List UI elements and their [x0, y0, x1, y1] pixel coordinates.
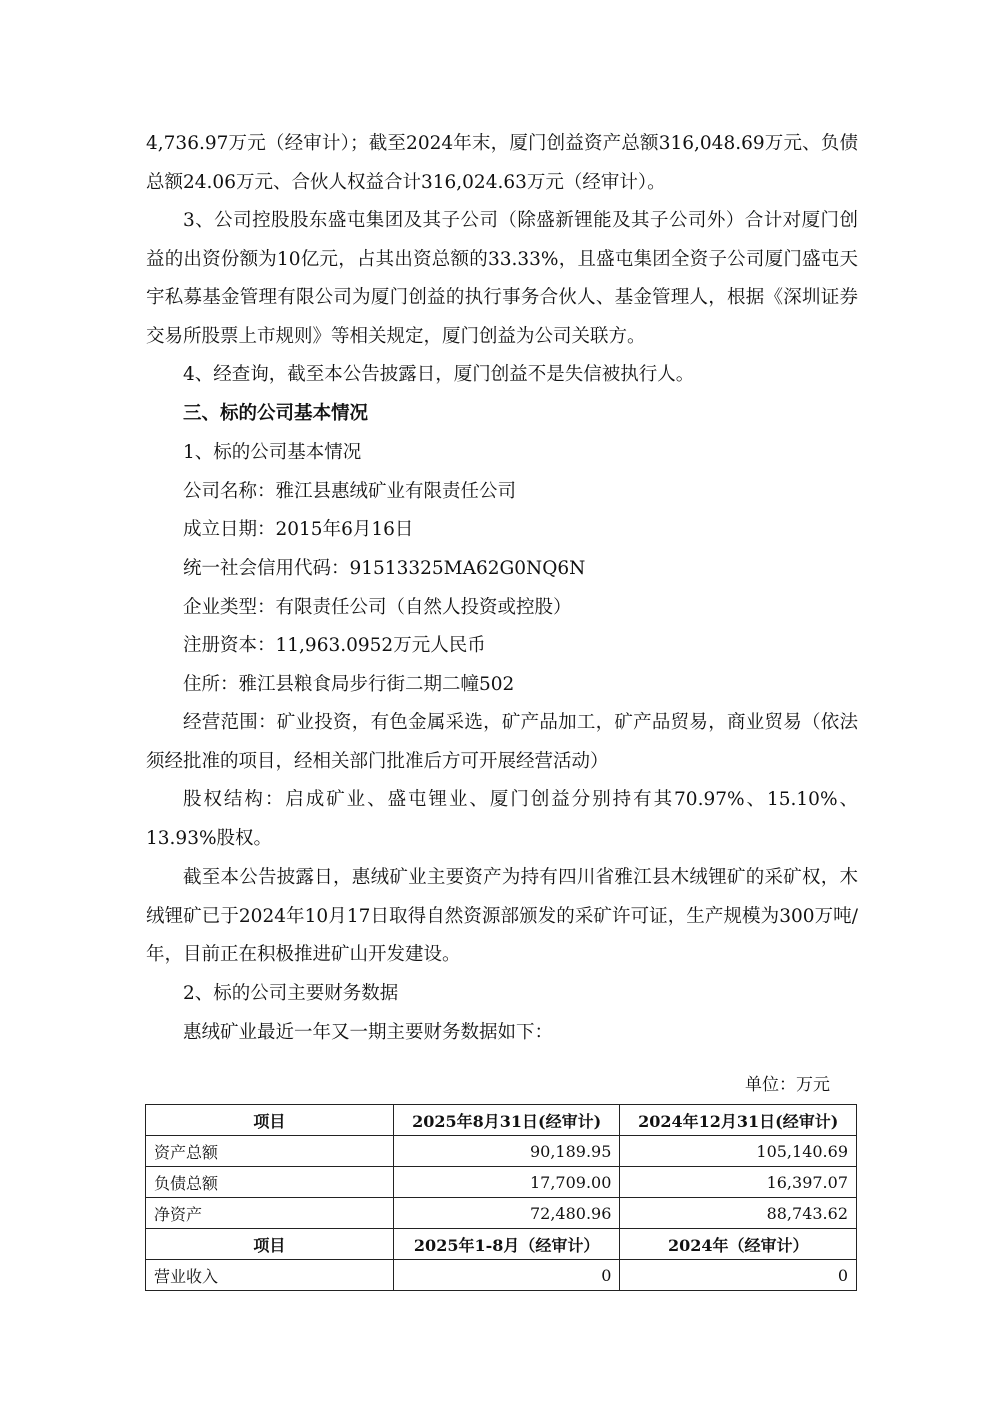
registered-capital: 注册资本：11,963.0952万元人民币	[183, 635, 486, 656]
header-2024: 2024年（经审计）	[620, 1229, 857, 1260]
cell-value: 90,189.95	[393, 1136, 620, 1167]
table-header-row	[146, 1105, 857, 1136]
header-2024-12-31: 2024年12月31日(经审计)	[620, 1105, 857, 1136]
cell-value: 72,480.96	[393, 1198, 620, 1229]
established-date: 成立日期：2015年6月16日	[183, 519, 414, 540]
enterprise-type: 企业类型：有限责任公司（自然人投资或控股）	[183, 597, 572, 618]
unit-label: 单位：万元	[745, 1075, 830, 1095]
row-label: 营业收入	[146, 1260, 394, 1291]
paragraph-4: 4、经查询，截至本公告披露日，厦门创益不是失信被执行人。	[183, 364, 695, 385]
paragraph-continuation: 4,736.97万元（经审计）；截至2024年末，厦门创益资产总额316,048.69万元、负债总额24.06万元、合伙人权益合计316,024.63万元（经审计）。	[146, 133, 858, 193]
business-scope: 经营范围：矿业投资，有色金属采选，矿产品加工，矿产品贸易，商业贸易（依法须经批准的项目，经相关部门批准后方可开展经营活动）	[146, 712, 858, 772]
table-row	[146, 1136, 857, 1167]
paragraph-3: 3、公司控股股东盛屯集团及其子公司（除盛新锂能及其子公司外）合计对厦门创益的出资份额为10亿元，占其出资总额的33.33%，且盛屯集团全资子公司厦门盛屯天宇私募基金管理有限公司为厦门创益的执行事务合伙人、基金管理人，根据《深圳证券交易所股票上市规则》等相关规定，厦门创益为公司关联方。	[146, 210, 858, 347]
header-item: 项目	[146, 1105, 394, 1136]
table-row	[146, 1167, 857, 1198]
cell-value: 0	[620, 1260, 857, 1291]
table-header-row	[146, 1229, 857, 1260]
header-item: 项目	[146, 1229, 394, 1260]
cell-value: 105,140.69	[620, 1136, 857, 1167]
equity-structure: 股权结构：启成矿业、盛屯锂业、厦门创益分别持有其70.97%、15.10%、13.93%股权。	[146, 789, 858, 849]
header-2025-1-8: 2025年1-8月（经审计）	[393, 1229, 620, 1260]
company-name: 公司名称：雅江县惠绒矿业有限责任公司	[183, 481, 517, 502]
cell-value: 17,709.00	[393, 1167, 620, 1198]
row-label: 净资产	[146, 1198, 394, 1229]
cell-value: 0	[393, 1260, 620, 1291]
cell-value: 16,397.07	[620, 1167, 857, 1198]
subheading-1: 1、标的公司基本情况	[183, 442, 362, 463]
credit-code: 统一社会信用代码：91513325MA62G0NQ6N	[183, 558, 586, 579]
table-row	[146, 1260, 857, 1291]
address: 住所：雅江县粮食局步行街二期二幢502	[183, 674, 515, 695]
subheading-2: 2、标的公司主要财务数据	[183, 983, 399, 1004]
financial-intro: 惠绒矿业最近一年又一期主要财务数据如下：	[183, 1022, 554, 1043]
section-heading: 三、标的公司基本情况	[183, 403, 369, 424]
header-2025-08-31: 2025年8月31日(经审计)	[393, 1105, 620, 1136]
main-assets-description: 截至本公告披露日，惠绒矿业主要资产为持有四川省雅江县木绒锂矿的采矿权，木绒锂矿已于2024年10月17日取得自然资源部颁发的采矿许可证，生产规模为300万吨/年，目前正在积极推进矿山开发建设。	[146, 867, 858, 965]
table-row	[146, 1198, 857, 1229]
row-label: 资产总额	[146, 1136, 394, 1167]
row-label: 负债总额	[146, 1167, 394, 1198]
financial-table	[145, 1104, 857, 1291]
cell-value: 88,743.62	[620, 1198, 857, 1229]
